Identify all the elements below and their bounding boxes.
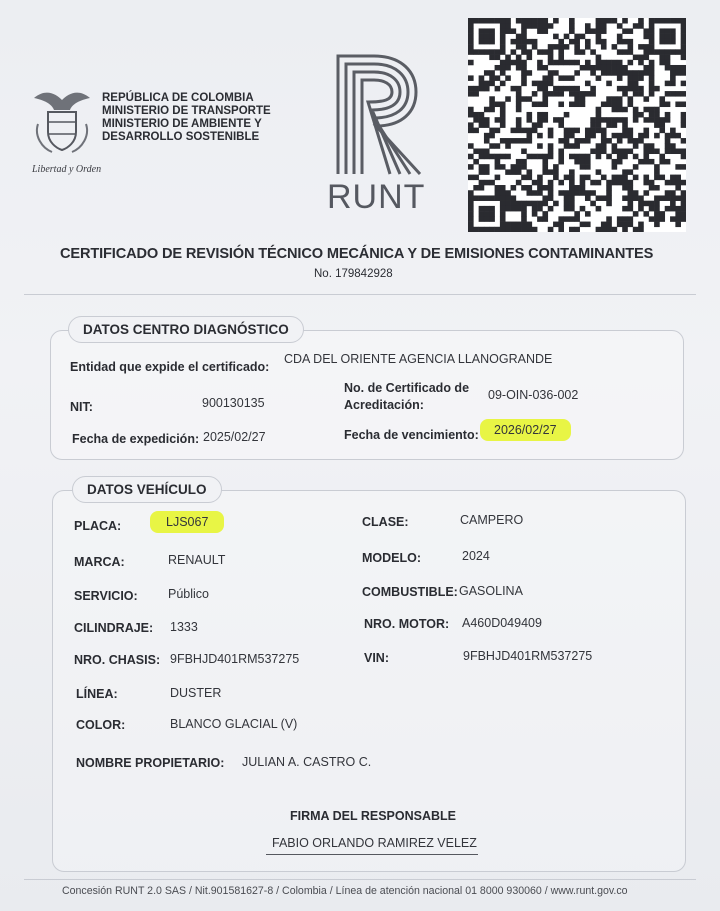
servicio-value: Público (168, 587, 209, 601)
qr-code-icon (468, 18, 686, 232)
chasis-label: NRO. CHASIS: (74, 653, 161, 667)
linea-value: DUSTER (170, 686, 222, 700)
acreditacion-value: 09-OIN-036-002 (488, 388, 579, 402)
nit-value: 900130135 (202, 396, 265, 410)
firma-underline (266, 854, 478, 855)
title-divider (24, 294, 696, 295)
marca-label: MARCA: (74, 555, 125, 569)
firma-name: FABIO ORLANDO RAMIREZ VELEZ (272, 836, 477, 850)
vencimiento-label: Fecha de vencimiento: (344, 428, 479, 442)
runt-brand-text: RUNT (327, 178, 426, 216)
combustible-label: COMBUSTIBLE: (362, 585, 458, 599)
placa-value: LJS067 (150, 511, 224, 533)
expedicion-label: Fecha de expedición: (72, 432, 200, 446)
acreditacion-label (344, 380, 469, 414)
modelo-label: MODELO: (362, 551, 422, 565)
acreditacion-label-line: Acreditación: (344, 398, 424, 412)
motor-value: A460D049409 (462, 616, 542, 630)
vin-label: VIN: (364, 651, 389, 665)
servicio-label: SERVICIO: (74, 589, 138, 603)
vin-value: 9FBHJD401RM537275 (463, 649, 593, 663)
clase-value: CAMPERO (460, 513, 524, 527)
vencimiento-value: 2026/02/27 (480, 419, 571, 441)
cilindraje-value: 1333 (170, 620, 198, 634)
coat-of-arms-seal (26, 84, 98, 164)
footer-divider (24, 879, 696, 880)
propietario-value: JULIAN A. CASTRO C. (242, 755, 372, 769)
linea-label: LÍNEA: (76, 687, 118, 701)
certificate-title: CERTIFICADO DE REVISIÓN TÉCNICO MECÁNICA Y DE EMISIONES CONTAMINANTES (60, 246, 654, 262)
entidad-value: CDA DEL ORIENTE AGENCIA LLANOGRANDE (284, 352, 553, 366)
gov-line: MINISTERIO DE TRANSPORTE (102, 105, 271, 117)
acreditacion-label-line: No. de Certificado de (344, 381, 470, 395)
nit-label: NIT: (70, 400, 93, 414)
motto-text: Libertad y Orden (32, 164, 102, 175)
firma-label: FIRMA DEL RESPONSABLE (290, 809, 456, 823)
footer-text: Concesión RUNT 2.0 SAS / Nit.901581627-8 / Colombia / Línea de atención nacional 01 8000 930060 / www.runt.gov.co (62, 885, 628, 897)
propietario-label: NOMBRE PROPIETARIO: (76, 756, 225, 770)
certificate-number: No. 179842928 (314, 268, 393, 280)
cilindraje-label: CILINDRAJE: (74, 621, 154, 635)
gov-header (102, 92, 271, 144)
entidad-label: Entidad que expide el certificado: (70, 360, 270, 374)
combustible-value: GASOLINA (459, 584, 523, 598)
motor-label: NRO. MOTOR: (364, 617, 450, 631)
placa-label: PLACA: (74, 519, 122, 533)
chasis-value: 9FBHJD401RM537275 (170, 652, 300, 666)
expedicion-value: 2025/02/27 (203, 430, 266, 444)
gov-line: REPÚBLICA DE COLOMBIA (102, 92, 254, 104)
gov-line: DESARROLLO SOSTENIBLE (102, 131, 260, 143)
color-label: COLOR: (76, 718, 126, 732)
runt-logo-icon (330, 50, 426, 178)
color-value: BLANCO GLACIAL (V) (170, 717, 298, 731)
gov-line: MINISTERIO DE AMBIENTE Y (102, 118, 262, 130)
marca-value: RENAULT (168, 553, 226, 567)
vehiculo-section-title: DATOS VEHÍCULO (72, 476, 222, 503)
clase-label: CLASE: (362, 515, 409, 529)
centro-section-title: DATOS CENTRO DIAGNÓSTICO (68, 316, 304, 343)
modelo-value: 2024 (462, 549, 490, 563)
